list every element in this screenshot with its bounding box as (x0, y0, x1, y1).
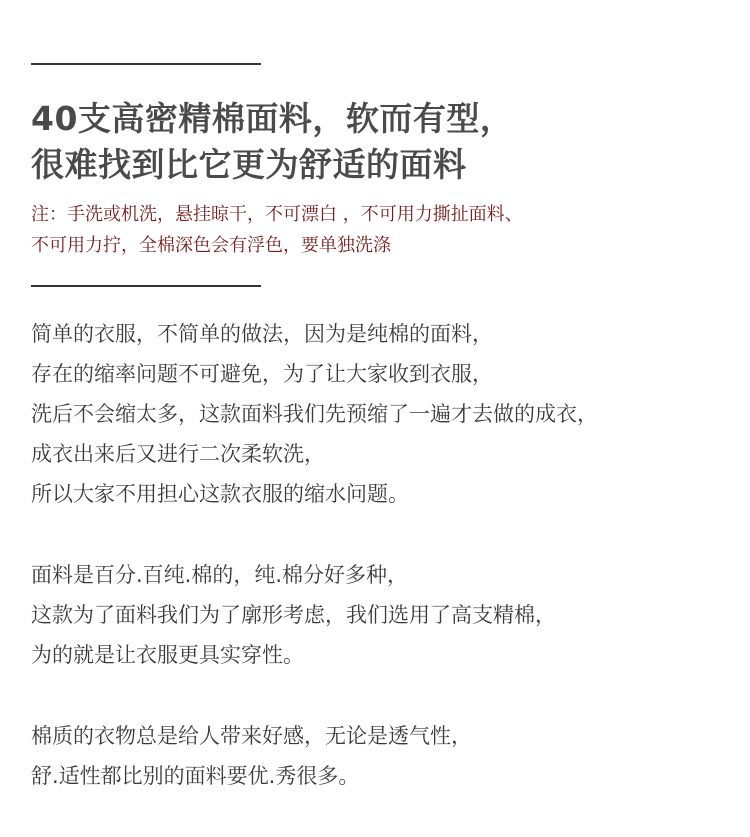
paragraph-line: 这款为了面料我们为了廓形考虑，我们选用了高支精棉， (31, 603, 556, 627)
care-instructions-line-2: 不可用力拧，全棉深色会有浮色，要单独洗涤 (31, 235, 391, 256)
care-instructions (31, 199, 731, 261)
description-body (31, 314, 736, 837)
paragraph-line: 成衣出来后又进行二次柔软洗， (31, 442, 325, 466)
paragraph-line: 洗后不会缩太多，这款面料我们先预缩了一遍才去做的成衣， (31, 402, 598, 426)
paragraph-line: 舒.适性都比别的面料要优.秀很多。 (31, 764, 360, 788)
paragraph-shrinkage (31, 314, 736, 514)
care-instructions-line-1: 注：手洗或机洗，悬挂晾干，不可漂白 ，不可用力撕扯面料、 (31, 204, 523, 225)
paragraph-comfort (31, 716, 736, 796)
headline-line-1: 40支高密精棉面料，软而有型， (31, 99, 514, 138)
paragraph-line: 面料是百分.百纯.棉的，纯.棉分好多种， (31, 563, 409, 587)
paragraph-line: 简单的衣服，不简单的做法，因为是纯棉的面料， (31, 322, 493, 346)
paragraph-fabric (31, 555, 736, 675)
headline (31, 96, 731, 188)
paragraph-line: 所以大家不用担心这款衣服的缩水问题。 (31, 482, 409, 506)
paragraph-line: 为的就是让衣服更具实穿性。 (31, 643, 304, 667)
paragraph-line: 棉质的衣物总是给人带来好感，无论是透气性， (31, 724, 472, 748)
top-divider (31, 63, 261, 65)
paragraph-line: 存在的缩率问题不可避免，为了让大家收到衣服， (31, 362, 493, 386)
headline-line-2: 很难找到比它更为舒适的面料 (31, 145, 467, 184)
middle-divider (31, 285, 261, 287)
